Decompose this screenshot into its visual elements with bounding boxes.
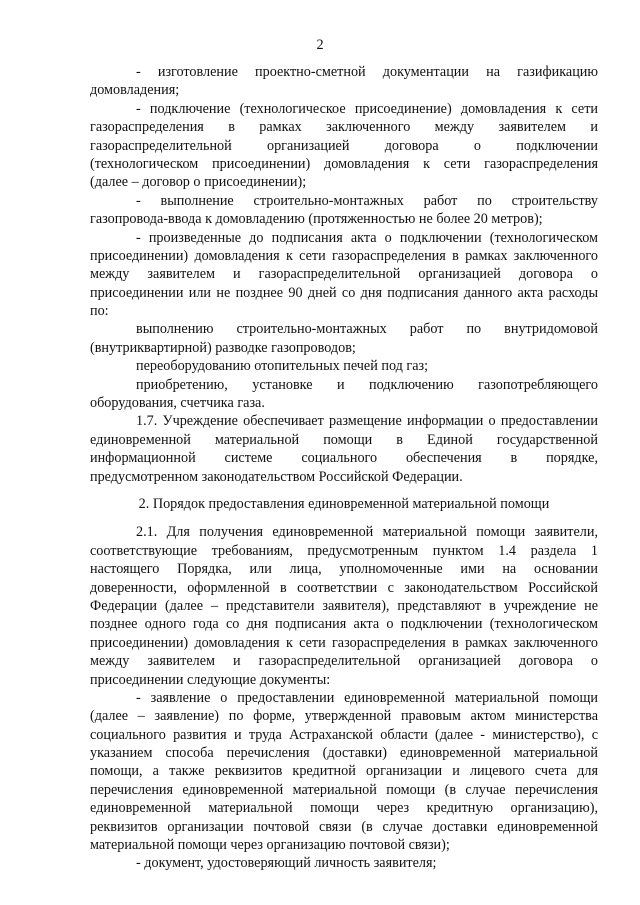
text-line: 2.1. Для получения единовременной материальной помощи заявители,: [136, 524, 598, 541]
text-line: - изготовление проектно-сметной документации на газификацию: [136, 64, 598, 80]
paragraph: [90, 376, 598, 413]
text-line: газопровода-ввода к домовладению (протяженностью не более 20 метров);: [90, 211, 543, 228]
text-line: (технологическом присоединении) домовладения к сети газораспределения: [90, 155, 598, 172]
paragraph: [90, 100, 598, 192]
paragraph: [90, 63, 598, 100]
text-line: единовременной материальной помощи в Единой государственной: [90, 431, 598, 448]
text-line: (далее – заявление) по форме, утвержденной правовым актом министерства: [90, 708, 598, 725]
text-line: социального развития и труда Астраханской области (далее - министерство), с: [90, 726, 598, 743]
text-line: присоединении следующие документы:: [90, 671, 331, 688]
text-line: присоединении или не позднее 90 дней со дня подписания данного акта расходы: [90, 284, 598, 301]
section-1-continuation: [90, 63, 598, 486]
text-line: приобретению, установке и подключению газопотребляющего: [136, 376, 598, 393]
text-line: реквизитов организации почтовой связи (в случае доставки единовременной: [90, 818, 598, 835]
text-line: единовременной материальной помощи через кредитную организацию),: [90, 800, 598, 817]
text-line: позднее одного года со дня подписания акта о подключении (технологическом: [90, 616, 598, 633]
text-line: домовладения;: [90, 82, 180, 99]
text-line: - заявление о предоставлении единовременной материальной помощи: [136, 689, 598, 706]
text-line: - подключение (технологическое присоединение) домовладения к сети: [136, 100, 598, 117]
text-line: информационной системе социального обеспечения в порядке,: [90, 450, 598, 467]
text-line: доверенности, оформленной в соответствии с законодательством Российской: [90, 579, 598, 596]
section-2-body: [90, 523, 598, 872]
text-line: газораспределительной организацией договора о подключении: [90, 137, 598, 154]
text-line: газораспределения в рамках заключенного между заявителем и: [90, 119, 598, 136]
text-line: соответствующие требованиям, предусмотренным пунктом 1.4 раздела 1: [90, 542, 598, 559]
paragraph: [90, 854, 598, 872]
paragraph: [90, 689, 598, 855]
text-line: переоборудованию отопительных печей под газ;: [136, 358, 429, 375]
paragraph: [90, 320, 598, 357]
section-heading: 2. Порядок предоставления единовременной материальной помощи: [138, 495, 550, 512]
paragraph: [90, 412, 598, 486]
paragraph: [90, 229, 598, 321]
text-line: оборудования, счетчика газа.: [90, 395, 265, 412]
text-line: присоединении) домовладения к сети газораспределения в рамках заключенного: [90, 634, 598, 651]
text-line: перечисления единовременной материальной помощи (в случае перечисления: [90, 781, 598, 798]
paragraph: [90, 192, 598, 229]
paragraph: [90, 523, 598, 689]
text-line: присоединении) домовладения к сети газораспределения в рамках заключенного: [90, 247, 598, 264]
text-line: - выполнение строительно-монтажных работ по строительству: [136, 192, 598, 209]
page-number: 2: [316, 37, 324, 53]
paragraph: [90, 357, 598, 375]
text-line: предусмотренном законодательством Российской Федерации.: [90, 468, 463, 485]
text-line: между заявителем и газораспределительной организацией договора о: [90, 266, 598, 283]
text-line: 1.7. Учреждение обеспечивает размещение информации о предоставлении: [136, 413, 598, 430]
text-line: между заявителем и газораспределительной организацией договора о: [90, 653, 598, 670]
text-line: помощи, а также реквизитов кредитной организации и лицевого счета для: [90, 763, 598, 780]
text-line: - произведенные до подписания акта о подключении (технологическом: [136, 229, 598, 246]
text-line: материальной помощи через организацию почтовой связи);: [90, 837, 450, 854]
text-line: настоящего Порядка, или лица, уполномоченные ими на основании: [90, 561, 598, 578]
text-line: указанием способа перечисления (доставки) единовременной материальной: [90, 745, 598, 762]
text-line: по:: [90, 303, 109, 320]
text-line: (далее – договор о присоединении);: [90, 174, 307, 191]
text-line: Федерации (далее – представители заявителя), представляют в учреждение не: [90, 597, 598, 614]
text-line: - документ, удостоверяющий личность заявителя;: [136, 855, 437, 872]
document-body: [90, 63, 598, 873]
text-line: выполнению строительно-монтажных работ по внутридомовой: [136, 321, 598, 338]
text-line: (внутриквартирной) разводке газопроводов;: [90, 339, 356, 356]
